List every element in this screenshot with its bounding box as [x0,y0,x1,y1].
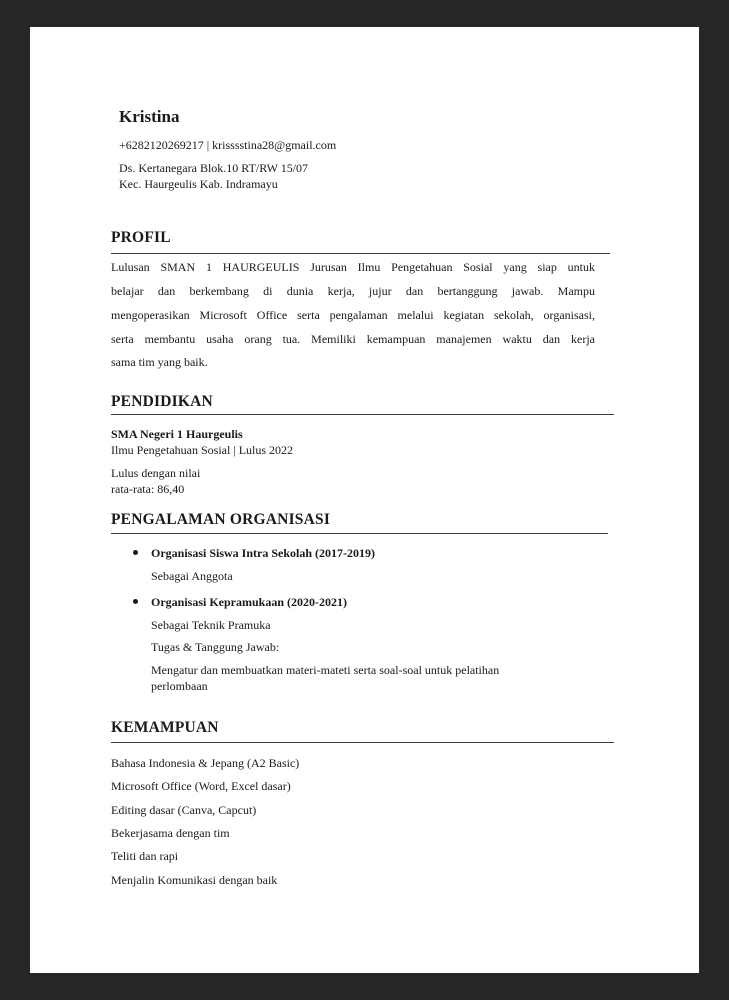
org-item-2-role: Sebagai Teknik Pramuka [151,618,271,632]
org-item-1-role: Sebagai Anggota [151,569,233,583]
address-line-2: Kec. Haurgeulis Kab. Indramayu [119,177,278,191]
bullet-icon [133,599,138,604]
grade-line-1: Lulus dengan nilai [111,466,201,480]
org-item-2-duty-line-2: perlombaan [151,679,208,693]
education-heading: PENDIDIKAN [111,393,213,410]
org-item-2-name: Organisasi Kepramukaan (2020-2021) [151,595,348,609]
org-item-2-duty-label: Tugas & Tanggung Jawab: [151,640,280,654]
skill-item: Editing dasar (Canva, Capcut) [111,803,257,817]
org-item-1-name: Organisasi Siswa Intra Sekolah (2017-2019) [151,546,376,560]
skill-item: Menjalin Komunikasi dengan baik [111,873,278,887]
org-item-2-duty-line-1: Mengatur dan membuatkan materi-mateti serta soal-soal untuk pelatihan [151,663,500,677]
profile-heading: PROFIL [111,229,171,246]
skill-item: Bahasa Indonesia & Jepang (A2 Basic) [111,756,300,770]
profile-line-1: Lulusan SMAN 1 HAURGEULIS Jurusan Ilmu Pengetahuan Sosial yang siap untuk [111,260,595,274]
skills-heading: KEMAMPUAN [111,719,219,736]
contact-info: +6282120269217 | krisssstina28@gmail.com [119,138,337,152]
skill-item: Teliti dan rapi [111,849,179,863]
skill-item: Bekerjasama dengan tim [111,826,230,840]
school-major: Ilmu Pengetahuan Sosial | Lulus 2022 [111,443,294,457]
school-name: SMA Negeri 1 Haurgeulis [111,427,243,441]
profile-line-2: belajar dan berkembang di dunia kerja, jujur dan bertanggung jawab. Mampu [111,284,595,298]
skill-item: Microsoft Office (Word, Excel dasar) [111,779,291,793]
skills-divider [111,742,614,743]
organization-divider [111,533,608,534]
resume-name: Kristina [119,107,180,126]
bullet-icon [133,550,138,555]
address-line-1: Ds. Kertanegara Blok.10 RT/RW 15/07 [119,161,309,175]
resume-page [30,27,699,973]
grade-line-2: rata-rata: 86,40 [111,482,185,496]
education-divider [111,414,614,415]
profile-line-4: serta membantu usaha orang tua. Memiliki kemampuan manajemen waktu dan kerja [111,332,595,346]
profile-line-3: mengoperasikan Microsoft Office serta pengalaman melalui kegiatan sekolah, organisasi, [111,308,595,322]
profile-line-5: sama tim yang baik. [111,355,208,369]
organization-heading: PENGALAMAN ORGANISASI [111,511,331,528]
profile-divider [111,253,610,254]
